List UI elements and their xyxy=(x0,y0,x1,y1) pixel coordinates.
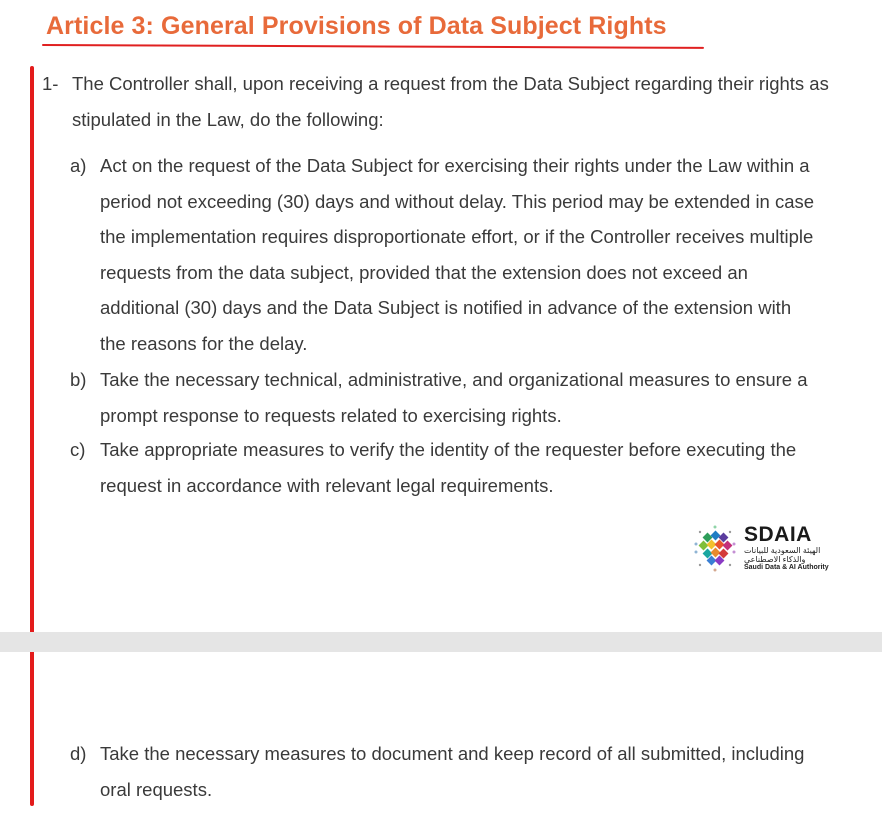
list-item-text: Take the necessary technical, administrative, and organizational measures to ensure a prompt response to requests related to exercising rights. xyxy=(100,369,808,426)
logo-english-text: Saudi Data & AI Authority xyxy=(744,564,829,571)
list-item-letter: d) xyxy=(70,743,87,764)
logo-arabic-line-1: الهيئة السعودية للبيانات xyxy=(744,546,821,555)
page-separator xyxy=(0,632,882,652)
list-item-letter: a) xyxy=(70,155,87,176)
margin-line-annotation xyxy=(30,66,34,806)
logo-arabic-text xyxy=(744,546,820,564)
list-item-text: Act on the request of the Data Subject for exercising their rights under the Law within a period not exceeding (30) days and without delay. This period may be extended in case the implementation requires disproportionate effort, or if the Controller receives multiple requests from the data subject, provided that the extension does not exceed an additional (30) days and the Data Subject is notified in advance of the extension with the reasons for the delay. xyxy=(100,155,815,354)
logo-arabic-line-2: والذكاء الاصطناعي xyxy=(744,555,806,564)
sdaia-logo xyxy=(690,524,830,576)
list-item-text: The Controller shall, upon receiving a request from the Data Subject regarding their rights as stipulated in the Law, do the following: xyxy=(72,73,829,130)
sdaia-emblem-icon xyxy=(690,524,740,574)
list-item-letter: c) xyxy=(70,439,86,460)
list-item-number: 1- xyxy=(42,73,59,94)
list-item-text: Take appropriate measures to verify the identity of the requester before executing the request in accordance with relevant legal requirements. xyxy=(100,439,797,496)
title-underline-annotation xyxy=(42,44,704,49)
logo-wordmark: SDAIA xyxy=(744,523,812,546)
list-item-letter: b) xyxy=(70,369,87,390)
list-item-text: Take the necessary measures to document and keep record of all submitted, including oral requests. xyxy=(100,743,805,800)
article-title: Article 3: General Provisions of Data Subject Rights xyxy=(46,12,667,40)
